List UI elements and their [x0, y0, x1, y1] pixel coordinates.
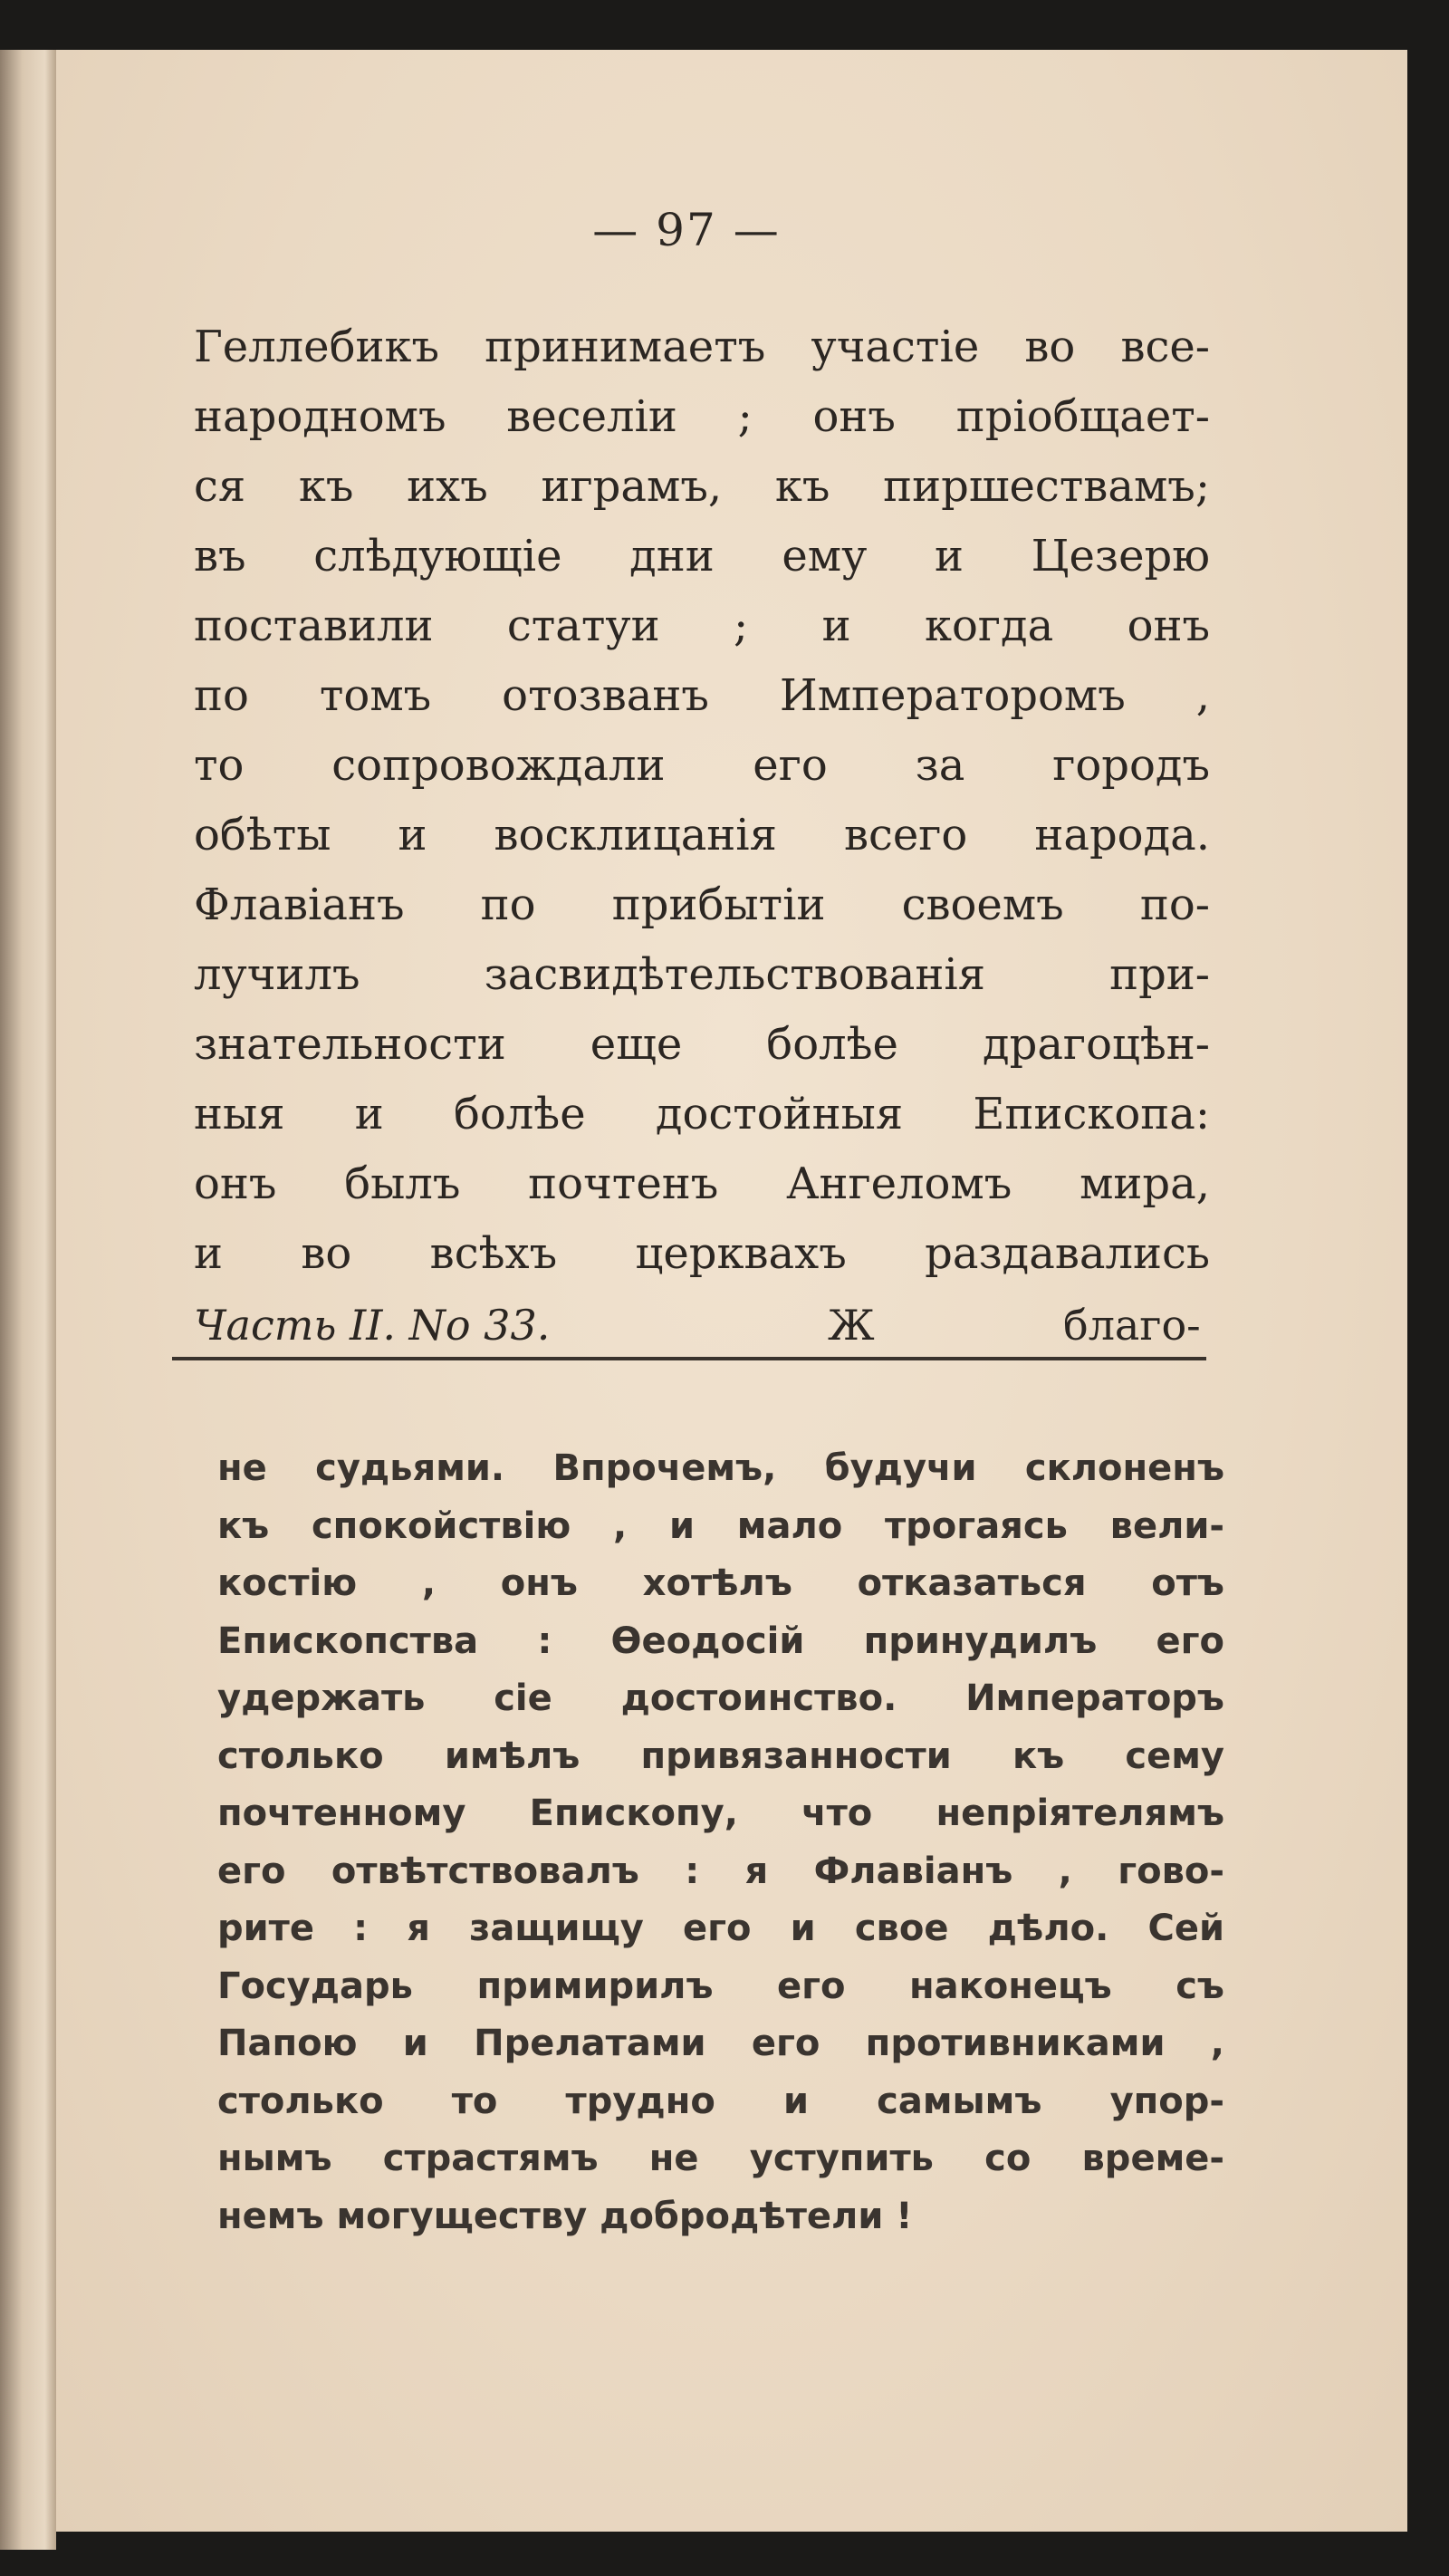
- text-line: обѣты и восклицанія всего народа.: [194, 810, 1210, 860]
- footnote-line: нымъ страстямъ не уступить со време-: [217, 2138, 1224, 2179]
- text-line: Геллебикъ принимаетъ участіе во все-: [194, 322, 1210, 372]
- text-line: то сопровождали его за городъ: [194, 740, 1210, 791]
- signature-line: [194, 1291, 1262, 1360]
- footnote-text: [217, 1440, 1224, 2245]
- catchword: благо-: [1063, 1301, 1201, 1350]
- text-line: Флавіанъ по прибытіи своемъ по-: [194, 879, 1210, 930]
- footnote-line: почтенному Епископу, что непріятелямъ: [217, 1793, 1224, 1834]
- text-line: знательности еще болѣе драгоцѣн-: [194, 1019, 1210, 1070]
- text-line: по томъ отозванъ Императоромъ ,: [194, 670, 1210, 721]
- footnote-line: костію , онъ хотѣлъ отказаться отъ: [217, 1562, 1224, 1604]
- text-line: лучилъ засвидѣтельствованія при-: [194, 949, 1210, 1000]
- footnote-line: столько имѣлъ привязанности къ сему: [217, 1735, 1224, 1777]
- page-number: — 97 —: [592, 204, 781, 256]
- footnote-line: рите : я защищу его и свое дѣло. Сей: [217, 1908, 1224, 1949]
- text-line: въ слѣдующіе дни ему и Цезерю: [194, 531, 1210, 582]
- footnote-line: къ спокойствію , и мало трогаясь вели-: [217, 1504, 1224, 1547]
- text-line: поставили статуи ; и когда онъ: [194, 601, 1210, 651]
- text-line: ся къ ихъ играмъ, къ пиршествамъ;: [194, 461, 1210, 512]
- text-line: онъ былъ почтенъ Ангеломъ мира,: [194, 1158, 1210, 1209]
- main-text: [194, 312, 1210, 1289]
- footnote-line: столько то трудно и самымъ упор-: [217, 2080, 1224, 2122]
- part-number: Часть II. No 33.: [194, 1301, 551, 1350]
- previous-page-edge: [0, 50, 56, 2550]
- text-line: и во всѣхъ церквахъ раздавались: [194, 1228, 1210, 1279]
- signature-mark: Ж: [828, 1301, 875, 1350]
- footnote-line: удержать сіе достоинство. Императоръ: [217, 1677, 1224, 1719]
- footnote-line: Государь примирилъ его наконецъ съ: [217, 1965, 1224, 2007]
- footnote-divider: [172, 1357, 1206, 1360]
- footnote-line: Епископства : Ѳеодосій принудилъ его: [217, 1620, 1224, 1662]
- footnote-line: Папою и Прелатами его противниками ,: [217, 2023, 1224, 2064]
- text-line: ныя и болѣе достойныя Епископа:: [194, 1089, 1210, 1139]
- book-page: [56, 50, 1407, 2532]
- footnote-line: его отвѣтствовалъ : я Флавіанъ , гово-: [217, 1850, 1224, 1892]
- footnote-line: не судьями. Впрочемъ, будучи склоненъ: [217, 1447, 1224, 1489]
- text-line: народномъ веселіи ; онъ пріобщает-: [194, 391, 1210, 442]
- footnote-line: немъ могуществу добродѣтели !: [217, 2195, 913, 2237]
